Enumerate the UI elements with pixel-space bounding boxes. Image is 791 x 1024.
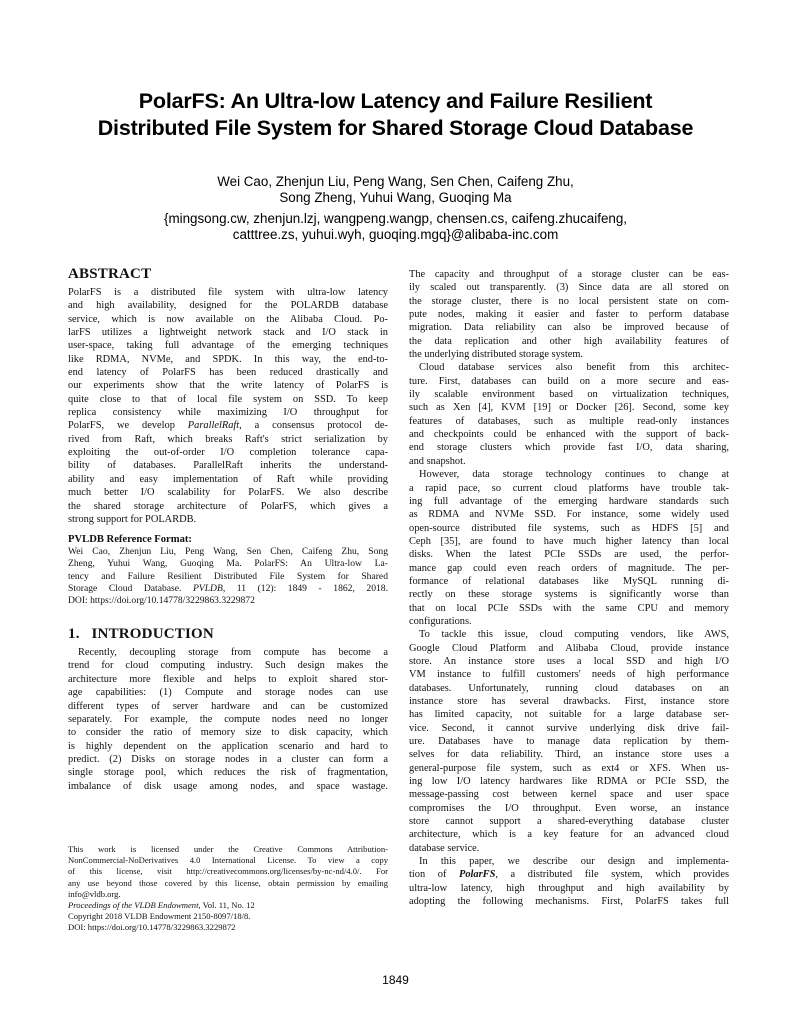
- intro-line: Ceph [35], are found to have much higher latency than local: [409, 535, 729, 547]
- intro-text: , a distributed file system, which provides: [495, 869, 729, 881]
- polarfs-term: PolarFS: [458, 869, 496, 881]
- intro-line: trend for cloud computing industry. Such design makes the: [68, 660, 388, 672]
- intro-line: single storage pool, which reduces the risk of fragmentation,: [68, 767, 388, 779]
- intro-text: tion of: [409, 869, 459, 881]
- intro-line: the data replication and other high availability features of: [409, 335, 729, 347]
- abstract-line: rived from Raft, which breaks Raft's strict serialization by: [68, 433, 388, 445]
- abstract-line: ability and easy implementation of Raft while providing: [68, 473, 388, 485]
- intro-line: mance gap could even reach orders of magnitude. The per-: [409, 562, 729, 574]
- intro-line: store cannot support a shared-everything database cluster: [409, 816, 729, 828]
- intro-line: end storage clusters which provide fast I/O, data sharing,: [409, 442, 729, 454]
- title-line-2: Distributed File System for Shared Storage Cloud Database: [97, 116, 694, 140]
- reference-line: Zheng, Yuhui Wang, Guoqing Ma. PolarFS: An Ultra-low La-: [68, 558, 388, 570]
- abstract-line: PolarFS is a distributed file system with ultra-low latency: [68, 287, 388, 298]
- abstract-line: replica consistency while maximizing I/O throughput for: [68, 407, 388, 419]
- intro-line: and checkpoints could be enhanced with the support of back-: [409, 429, 729, 441]
- abstract-line: much better I/O scalability for PolarFS. We also describe: [68, 487, 388, 499]
- intro-line: such as Xen [4], KVM [19] or Docker [26]. Second, some key: [409, 402, 729, 414]
- intro-line: databases. Unfortunately, running cloud databases on an: [409, 682, 729, 694]
- reference-line-journal: [68, 583, 388, 595]
- intro-line: ultra-low latency, high throughput and high availability by: [409, 882, 729, 894]
- intro-line: ily scaled out transparently. (3) Since data are all stored on: [409, 282, 729, 294]
- intro-line: In this paper, we describe our design and implementa-: [419, 856, 729, 868]
- abstract-line: service, which is now available on the Alibaba Cloud. Po-: [68, 313, 388, 325]
- intro-line: The capacity and throughput of a storage cluster can be eas-: [409, 269, 729, 280]
- right-column: [409, 268, 729, 909]
- intro-line: Cloud database services also benefit from this architec-: [419, 362, 729, 374]
- intro-line: adopting the following mechanisms. First, PolarFS takes full: [409, 896, 729, 908]
- authors-line-2: Song Zheng, Yuhui Wang, Guoqing Ma: [279, 190, 512, 205]
- intro-line: store. An instance store uses a local SSD and high I/O: [409, 655, 729, 667]
- intro-line: a rapid pace, so current cloud platforms have trouble tak-: [409, 482, 729, 494]
- intro-line: ing full advantage of the emerging hardware standards such: [409, 495, 729, 507]
- intro-line: architecture more flexible and helps to exploit shared stor-: [68, 673, 388, 685]
- intro-line: age capabilities: (1) Compute and storage nodes can use: [68, 687, 388, 699]
- emails-line-2: catttree.zs, yuhui.wyh, guoqing.mgq}@alibaba-inc.com: [232, 227, 559, 242]
- author-emails: [40, 211, 751, 243]
- abstract-line: end latency of PolarFS has been reduced drastically and: [68, 367, 388, 379]
- intro-line: ure. Databases have to manage data replication by them-: [409, 736, 729, 748]
- reference-doi: DOI: https://doi.org/10.14778/3229863.3229872: [68, 594, 255, 606]
- intro-line: To tackle this issue, cloud computing vendors, like AWS,: [419, 629, 729, 641]
- intro-line: has limited capacity, not suitable for a large database ser-: [409, 709, 729, 721]
- footnote-line: info@vldb.org.: [68, 888, 121, 899]
- intro-line: features of databases, such as multiple read-only instances: [409, 415, 729, 427]
- abstract-line: larFS utilizes a lightweight network stack and I/O stack in: [68, 327, 388, 339]
- copyright-footnote: [68, 844, 388, 934]
- intro-line: database service.: [409, 842, 480, 854]
- intro-line: the underlying distributed storage system.: [409, 349, 584, 361]
- footnote-line: This work is licensed under the Creative Commons Attribution-: [68, 844, 388, 854]
- reference-text: Storage Cloud Database.: [68, 582, 193, 594]
- intro-line: migration. Data reliability can also be improved because of: [409, 322, 729, 334]
- abstract-line: user-space, taking full advantage of the emerging techniques: [68, 340, 388, 352]
- intro-line: selves for data reliability. Third, an instance store uses a: [409, 749, 729, 761]
- intro-line: architecture, which is a key feature for an advanced cloud: [409, 829, 729, 841]
- intro-line-polarfs: [409, 868, 729, 881]
- intro-line: is highly dependent on the application scenario and hard to: [68, 740, 388, 752]
- abstract-body: [68, 286, 388, 526]
- abstract-line: quite close to that of local file system on SSD. To keep: [68, 393, 388, 405]
- intro-line: separately. For example, the compute nodes need no longer: [68, 713, 388, 725]
- paper-title: [40, 88, 751, 142]
- intro-line: Recently, decoupling storage from compute has become a: [78, 647, 388, 659]
- footnote-proceedings: [68, 900, 388, 911]
- reference-line: Wei Cao, Zhenjun Liu, Peng Wang, Sen Chen, Caifeng Zhu, Song: [68, 546, 388, 558]
- abstract-line: the shared storage architecture of PolarFS, which gives a: [68, 500, 388, 512]
- authors-line-1: Wei Cao, Zhenjun Liu, Peng Wang, Sen Chen, Caifeng Zhu,: [217, 174, 574, 189]
- intro-line: that on local PCIe SSDs with the same CPU and memory: [409, 602, 729, 614]
- intro-line: configurations.: [409, 615, 472, 627]
- abstract-line-parallelraft: [68, 419, 388, 432]
- parallelraft-term: ParallelRaft: [187, 420, 240, 432]
- abstract-line: our experiments show that the write latency of PolarFS is: [68, 380, 388, 392]
- intro-line: compromises the I/O throughput. Even worse, an instance: [409, 802, 729, 814]
- reference-text: , 11 (12): 1849 - 1862, 2018.: [222, 582, 389, 594]
- intro-line: general-purpose file system, such as ext4 or XFS. When us-: [409, 762, 729, 774]
- introduction-heading: 1. INTRODUCTION: [68, 626, 214, 643]
- left-column: [68, 265, 388, 793]
- intro-line: open-source distributed file systems, such as HDFS [5] and: [409, 522, 729, 534]
- intro-line: different types of server hardware and can be customized: [68, 700, 388, 712]
- intro-line: formance of relational databases like MySQL running di-: [409, 575, 729, 587]
- intro-line: predict. (2) Disks on storage nodes in a cluster can form a: [68, 753, 388, 765]
- footnote-line: DOI: https://doi.org/10.14778/3229863.3229872: [68, 922, 236, 933]
- abstract-line: strong support for POLARDB.: [68, 513, 197, 525]
- intro-line: vice. Second, it cannot survive underlying disk drive fail-: [409, 722, 729, 734]
- journal-name: PVLDB: [192, 582, 223, 594]
- intro-line: and snapshot.: [409, 455, 466, 467]
- intro-line: rectly on these storage systems is significantly worse than: [409, 589, 729, 601]
- intro-line: pute nodes, making it easier and faster to perform database: [409, 309, 729, 321]
- emails-line-1: {mingsong.cw, zhenjun.lzj, wangpeng.wangp, chensen.cs, caifeng.zhucaifeng,: [163, 211, 628, 226]
- intro-line: the storage cluster, there is no local persistent state on com-: [409, 295, 729, 307]
- footnote-line: NonCommercial-NoDerivatives 4.0 International License. To view a copy: [68, 855, 388, 866]
- title-line-1: PolarFS: An Ultra-low Latency and Failure Resilient: [138, 89, 653, 113]
- intro-line: imbalance of disk usage among nodes, and space wastage.: [68, 780, 388, 792]
- author-list: [40, 174, 751, 206]
- page-number: 1849: [382, 973, 409, 987]
- abstract-text: PolarFS, we develop: [68, 420, 188, 432]
- reference-format-heading: PVLDB Reference Format:: [68, 534, 192, 546]
- intro-line: ing low I/O latency hardwares like RDMA or PCIe SSD, the: [409, 776, 729, 788]
- intro-line: ily scalable environment based on virtualization techniques,: [409, 389, 729, 401]
- reference-format-body: [68, 546, 388, 607]
- abstract-line: exploiting the out-of-order I/O completion tolerance capa-: [68, 447, 388, 459]
- intro-line: ture. First, databases can build on a more secure and eas-: [409, 375, 729, 387]
- intro-line: VM instance to fulfill customers' needs of high performance: [409, 669, 729, 681]
- intro-line: Google Cloud Platform and Alibaba Cloud, provide instance: [409, 642, 729, 654]
- footnote-line: of this license, visit http://creativecommons.org/licenses/by-nc-nd/4.0/. For: [68, 866, 388, 877]
- intro-line: to consider the ratio of memory size to disk capacity, which: [68, 727, 388, 739]
- footnote-text: , Vol. 11, No. 12: [198, 899, 255, 910]
- intro-line: message-passing cost between kernel space and user space: [409, 789, 729, 801]
- footnote-line: any use beyond those covered by this license, obtain permission by emailing: [68, 877, 388, 888]
- abstract-line: and high availability, designed for the POLARDB database: [68, 300, 388, 312]
- intro-line: However, data storage technology continues to change at: [419, 469, 729, 481]
- intro-line: disks. When the latest PCIe SSDs are used, the perfor-: [409, 549, 729, 561]
- abstract-text: , a consensus protocol de-: [239, 420, 388, 432]
- abstract-heading: ABSTRACT: [68, 266, 152, 282]
- introduction-body-left: [68, 646, 388, 793]
- footnote-line: Copyright 2018 VLDB Endowment 2150-8097/18/8.: [68, 911, 251, 922]
- intro-line: as RDMA and NVMe SSD. For instance, some widely used: [409, 509, 729, 521]
- abstract-line: like RDMA, NVMe, and SPDK. In this way, the end-to-: [68, 353, 388, 365]
- proceedings-name: Proceedings of the VLDB Endowment: [68, 899, 199, 910]
- intro-line: instance store has several drawbacks. First, instance store: [409, 696, 729, 707]
- abstract-line: bility of databases. ParallelRaft inherits the understand-: [68, 460, 388, 472]
- reference-line: tency and Failure Resilient Distributed File System for Shared: [68, 570, 388, 582]
